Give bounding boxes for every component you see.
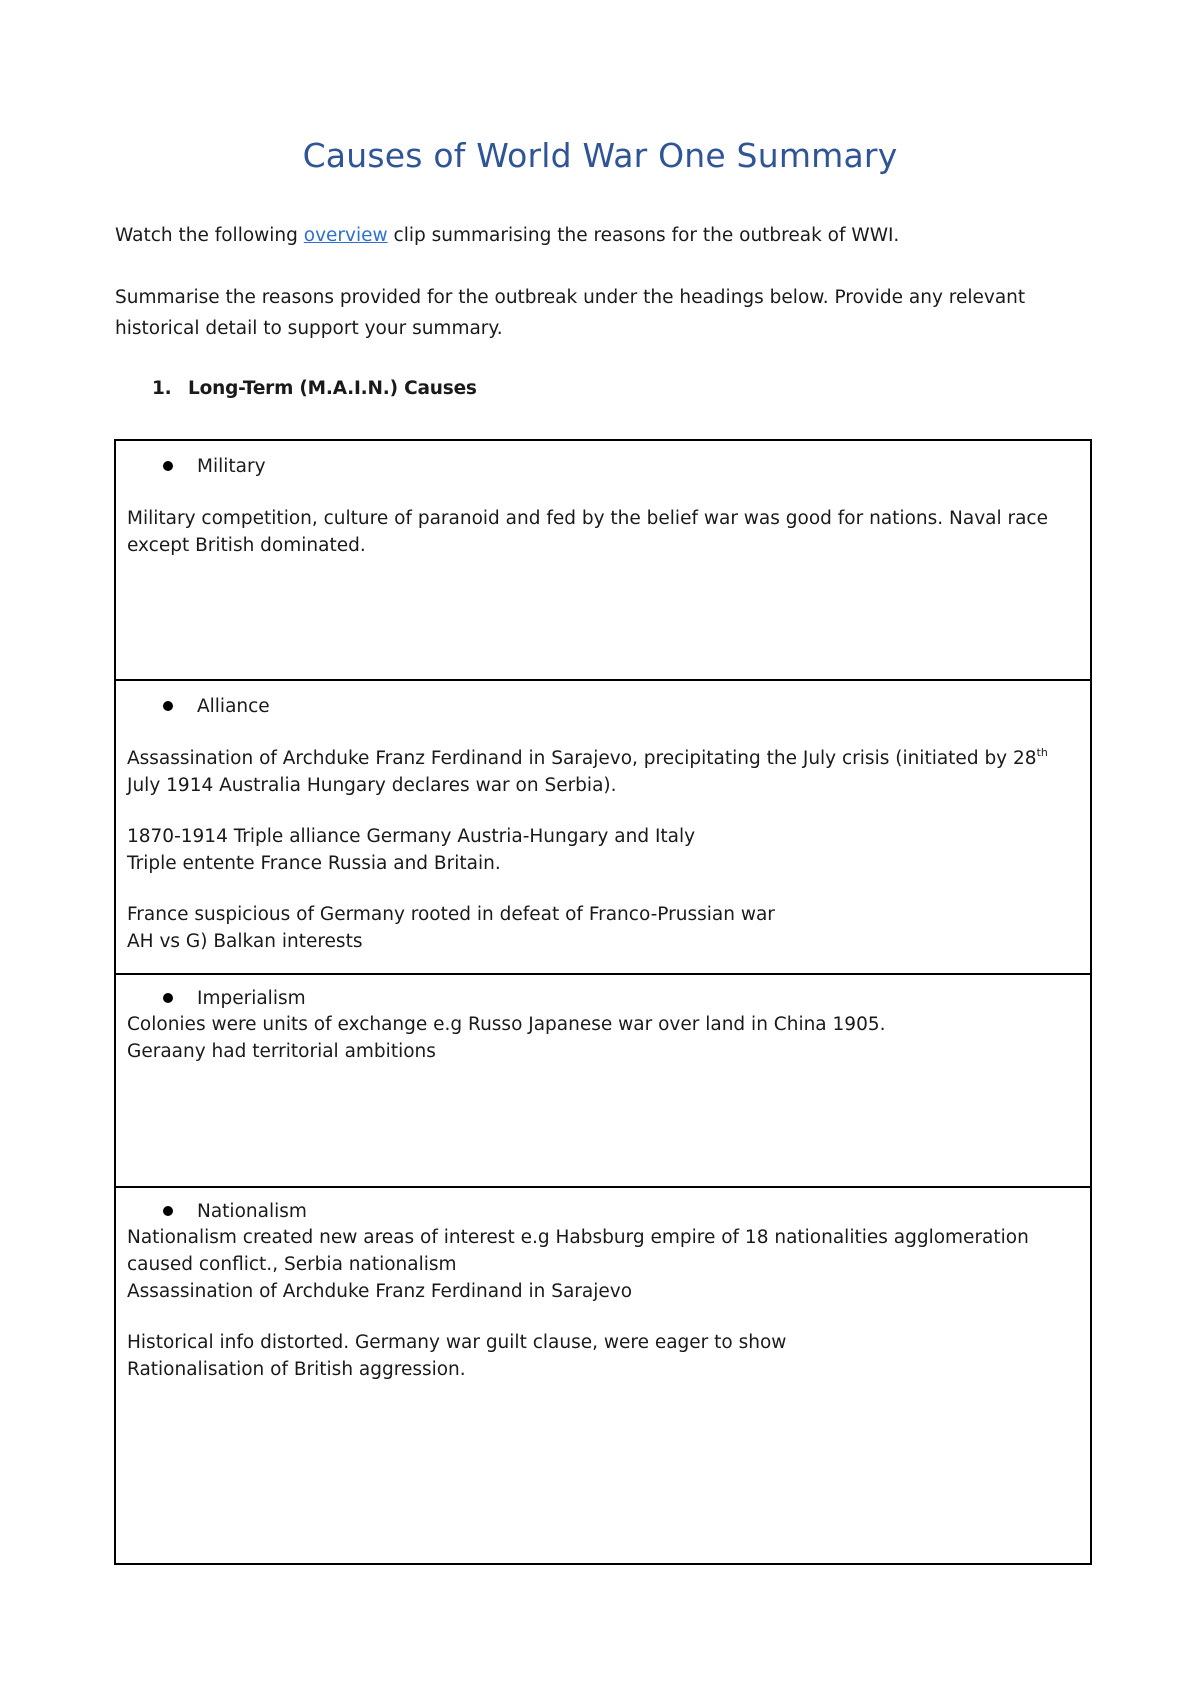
intro-text-after: clip summarising the reasons for the outbreak of WWI. — [387, 225, 900, 246]
military-text: Military competition, culture of paranoid and fed by the belief war was good for nations. Naval race except British dominated. — [127, 508, 1048, 556]
nationalism-line-3: Historical info distorted. Germany war guilt clause, were eager to show — [127, 1332, 787, 1353]
intro-text-before: Watch the following — [115, 225, 304, 246]
section-heading — [152, 378, 477, 399]
section-number: 1. — [152, 378, 172, 399]
instructions-paragraph: Summarise the reasons provided for the outbreak under the headings below. Provide any relevant historical detail to support your summary. — [115, 287, 1026, 339]
nationalism-line-4: Rationalisation of British aggression. — [127, 1359, 466, 1380]
nationalism-heading — [127, 1198, 1078, 1224]
alliance-cell[interactable] — [116, 681, 1090, 975]
bullet-icon — [163, 461, 173, 471]
bullet-icon — [163, 1206, 173, 1216]
alliance-text-a: Assassination of Archduke Franz Ferdinand in Sarajevo, precipitating the July crisis (initiated by 28 — [127, 748, 1037, 769]
intro-paragraph — [115, 220, 1075, 251]
alliance-paragraph-1 — [127, 745, 1078, 799]
alliance-label: Alliance — [197, 695, 270, 717]
alliance-heading — [127, 691, 1078, 721]
bullet-icon — [163, 701, 173, 711]
alliance-line-2: 1870-1914 Triple alliance Germany Austria-Hungary and Italy — [127, 826, 696, 847]
military-heading — [127, 451, 1078, 481]
bullet-icon — [163, 993, 173, 1003]
nationalism-line-2: Assassination of Archduke Franz Ferdinand in Sarajevo — [127, 1281, 633, 1302]
imperialism-cell[interactable] — [116, 975, 1090, 1188]
alliance-line-3: Triple entente France Russia and Britain. — [127, 853, 501, 874]
imperialism-line-1: Colonies were units of exchange e.g Russo Japanese war over land in China 1905. — [127, 1014, 886, 1035]
military-label: Military — [197, 455, 266, 477]
alliance-superscript: th — [1036, 745, 1048, 759]
alliance-text-b: July 1914 Australia Hungary declares war on Serbia). — [127, 775, 617, 796]
nationalism-label: Nationalism — [197, 1200, 307, 1222]
imperialism-label: Imperialism — [197, 987, 306, 1009]
alliance-line-4: France suspicious of Germany rooted in defeat of Franco-Prussian war — [127, 904, 775, 925]
military-cell[interactable] — [116, 441, 1090, 681]
imperialism-heading — [127, 985, 1078, 1011]
section-heading-text: Long-Term (M.A.I.N.) Causes — [188, 378, 477, 399]
main-causes-table — [114, 439, 1092, 1565]
nationalism-cell[interactable] — [116, 1188, 1090, 1563]
alliance-line-5: AH vs G) Balkan interests — [127, 931, 363, 952]
overview-link[interactable]: overview — [303, 225, 388, 246]
nationalism-line-1: Nationalism created new areas of interest e.g Habsburg empire of 18 nationalities agglomeration caused conflict., Serbia nationalism — [127, 1227, 1029, 1275]
imperialism-line-2: Geraany had territorial ambitions — [127, 1041, 436, 1062]
page-title: Causes of World War One Summary — [302, 136, 898, 175]
